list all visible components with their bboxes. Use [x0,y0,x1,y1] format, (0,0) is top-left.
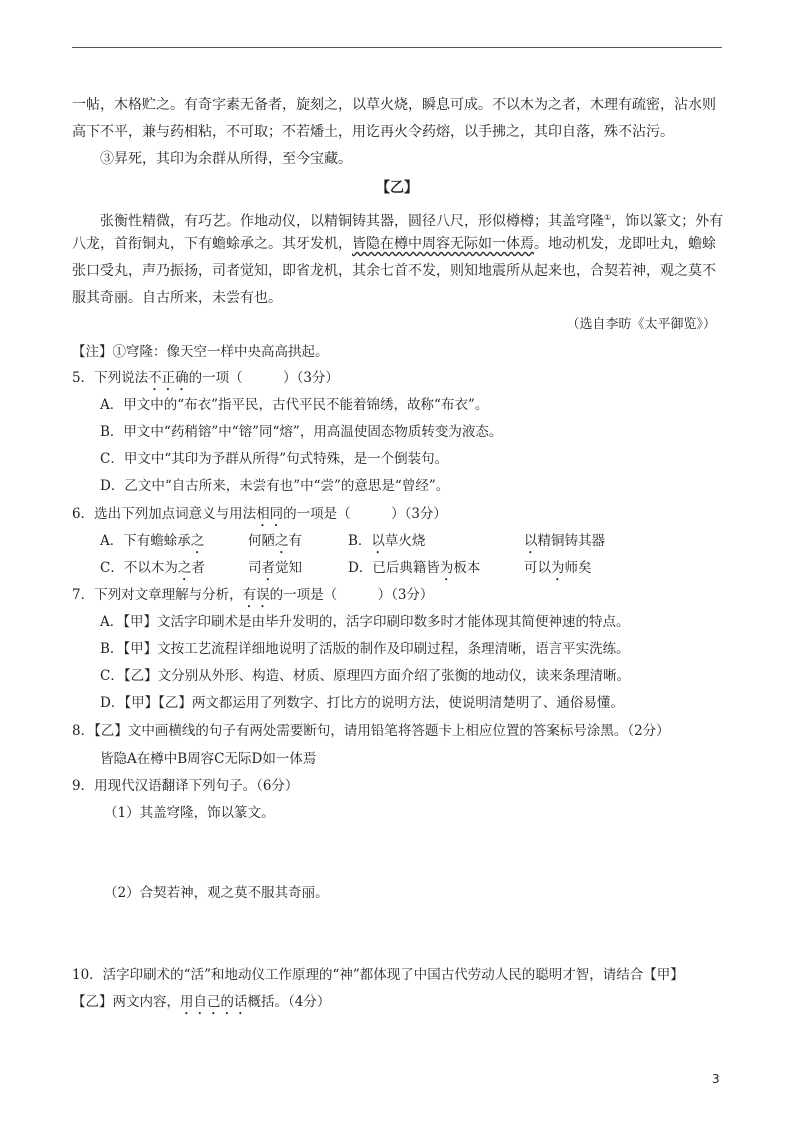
question-10: 10．活字印刷术的“活”和地动仪工作原理的“神”都体现了中国古代劳动人民的聪明才智，请结合【甲】 [72,967,684,983]
passage-line: 一帖，木格贮之。有奇字素无备者，旋刻之，以草火烧，瞬息可成。不以木为之者，木理有疏密，沾水则 [72,97,716,113]
text-span: 可以 [524,560,551,576]
text-span: 的一项（ ）（3分） [188,370,339,386]
text-span: 的一项是（ ）（3分） [269,587,434,603]
q7-option-c: C．【乙】文分别从外形、构造、材质、原理四方面介绍了张衡的地动仪，读来条理清晰。 [100,668,631,684]
emphasis-char: 为 [551,560,565,576]
text-span: 张衡性精微，有巧艺。作地动仪，以精铜铸其器，圆径八尺，形似樽樽；其盖穹隆 [100,213,604,230]
q5-option-c: C．甲文中“其印为予群从所得”句式特殊，是一个倒装句。 [100,451,449,467]
passage-line: 张口受丸，声乃振扬，司者觉知，即省龙机，其余七首不发，则知地震所从起来也，合契若神，观之莫不 [72,263,716,279]
text-span: 。地动机发，龙即吐丸，蟾蜍 [534,236,716,252]
emphasis-char: 以 [371,533,385,549]
q9-item-1: （1）其盖穹隆，饰以篆文。 [104,805,275,821]
footnote: 【注】①穹隆：像天空一样中央高高拱起。 [72,344,329,360]
emphasis-char: 之 [275,533,289,549]
section-title-yi: 【乙】 [376,180,418,196]
text-span: 精铜铸其器 [537,533,605,549]
emphasis-char: 者 [261,560,275,576]
text-span: 概括。（4分） [247,994,331,1010]
passage-line: ③昇死，其印为余群从所得，至今宝藏。 [100,151,352,167]
text-span: 何陋 [248,533,275,549]
emphasis-char: 以 [524,533,538,549]
text-span: 者 [191,560,205,576]
text-span: B． [348,533,372,549]
q5-option-b: B．甲文中“药稍镕”中“镕”同“熔”，用高温使固态物质转变为液态。 [100,424,503,440]
text-span: D．已后典籍皆 [348,560,440,576]
q6-option-d1 [348,555,524,584]
question-5 [72,365,732,394]
passage-line: 高下不平，兼与药相粘，不可取；不若燔土，用讫再火令药熔，以手拂之，其印自落，殊不沾污。 [72,124,674,140]
text-span: 6．选出下列加点词意义与用法 [72,506,257,522]
question-10-cont [72,989,732,1018]
underlined-sentence: 皆隐在樽中周容无际如一体焉 [352,236,534,252]
page-number: 3 [712,1072,720,1086]
q7-option-b: B．【甲】文按工艺流程详细地说明了活版的制作及印刷过程，条理清晰，语言平实洗练。 [100,641,630,657]
text-span: 草火烧 [384,533,426,549]
text-span: 觉知 [275,560,302,576]
q6-option-b1 [348,528,524,557]
footnote-marker: ① [604,213,612,222]
emphasis-text: 相同 [256,506,284,522]
q7-option-d: D．【甲】【乙】两文都运用了列数字、打比方的说明方法，使说明清楚明了、通俗易懂。 [100,695,624,711]
text-span: A．下有蟾蜍承 [100,533,191,549]
text-span: 师矣 [564,560,592,576]
text-span: 有 [288,533,302,549]
text-span: 板本 [453,560,481,576]
q6-option-a2 [248,528,348,557]
q9-item-2: （2）合契若神，观之莫不服其奇丽。 [104,885,329,901]
text-span: C．不以木为 [100,560,178,576]
q6-option-a1 [100,528,248,557]
emphasis-text: 不正确 [148,370,189,386]
q6-option-b2 [524,528,605,557]
question-7 [72,582,732,611]
text-span: 7．下列对文章理解与分析， [72,587,243,603]
text-span: ，饰以篆文；外有 [611,213,724,230]
q7-option-a: A．【甲】文活字印刷术是由毕升发明的，活字印刷印数多时才能体现其简便神速的特点。 [100,614,630,630]
source-citation: （选自李昉《太平御览》） [566,317,716,332]
emphasis-text: 有误 [242,587,270,603]
q6-option-c1 [100,555,248,584]
q6-option-row [100,555,592,584]
emphasis-char: 为 [439,560,454,576]
emphasis-text: 用自己的话 [180,994,248,1010]
text-span: 的一项是（ ）（3分） [283,506,447,522]
question-8: 8．【乙】文中画横线的句子有两处需要断句，请用铅笔将答题卡上相应位置的答案标号涂黑。（2分） [72,723,670,739]
header-rule [72,47,722,48]
text-span: 【乙】两文内容， [72,994,180,1010]
q8-answer-options: 皆隐A在樽中B周容C无际D如一体焉 [100,751,317,767]
passage-line [72,231,732,258]
question-9: 9．用现代汉语翻译下列句子。（6分） [72,778,299,794]
text-span: 八龙，首衔铜丸，下有蟾蜍承之。其牙发机， [72,236,352,252]
q6-option-row [100,528,605,557]
emphasis-char: 之 [190,533,205,549]
q5-option-a: A．甲文中的“布衣”指平民，古代平民不能着锦绣，故称“布衣”。 [100,397,489,413]
question-6 [72,501,732,530]
q5-option-d: D．乙文中“自古所来，未尝有也”中“尝”的意思是“曾经”。 [100,478,450,494]
passage-line: 服其奇丽。自古所来，未尝有也。 [72,290,282,306]
text-span: 5．下列说法 [72,370,149,386]
emphasis-char: 之 [177,560,192,576]
text-span: 司 [248,560,262,576]
q6-option-d2 [524,555,592,584]
q6-option-c2 [248,555,348,584]
